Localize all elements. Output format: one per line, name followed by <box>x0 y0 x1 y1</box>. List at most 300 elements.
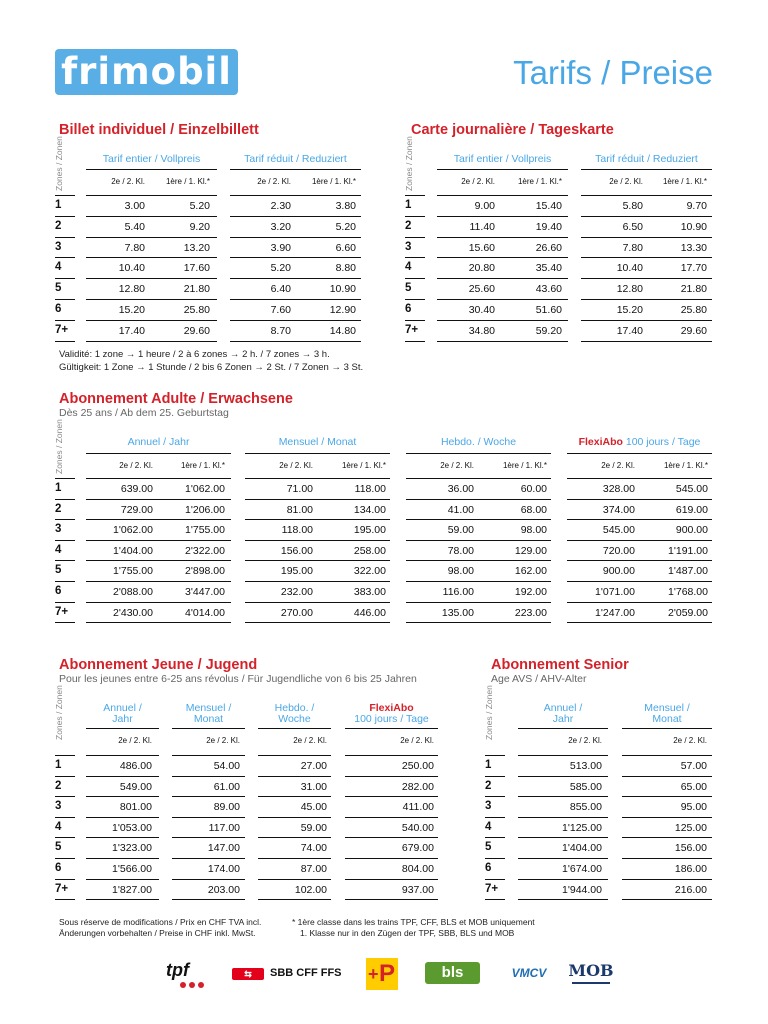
row-separator <box>86 278 217 279</box>
price-cell: 45.00 <box>300 801 327 814</box>
vmcv-logo-text: VMCV <box>511 966 547 980</box>
row-separator <box>86 817 159 818</box>
zones-axis-label: Zones / Zonen <box>54 136 64 191</box>
adult-weekly: Hebdo. / Woche <box>440 436 517 448</box>
row-separator <box>406 540 551 541</box>
price-cell: 21.80 <box>680 283 707 296</box>
day-reduced: Tarif réduit / Reduziert <box>595 153 698 165</box>
row-separator <box>345 858 438 859</box>
row-separator <box>258 899 331 900</box>
price-cell: 98.00 <box>520 524 547 537</box>
price-cell: 679.00 <box>401 842 434 855</box>
zone-separator <box>55 622 75 623</box>
adult-flexi-flexi: FlexiAbo <box>578 436 623 448</box>
price-cell: 232.00 <box>280 586 313 598</box>
sbb-logo <box>232 966 342 982</box>
row-separator <box>86 858 159 859</box>
day-full-rule <box>437 169 568 170</box>
youth-monthly-line-1: Mensuel / <box>185 702 232 714</box>
zone-separator <box>485 817 505 818</box>
row-separator <box>581 320 712 321</box>
price-cell: 6.40 <box>270 283 291 296</box>
row-separator <box>518 858 608 859</box>
price-cell: 5.40 <box>124 220 145 233</box>
zone-label: 4 <box>485 820 492 833</box>
row-separator <box>86 602 231 603</box>
adult-monthly-rule <box>245 453 390 454</box>
zone-label: 5 <box>485 841 492 854</box>
price-cell: 36.00 <box>447 483 474 495</box>
price-cell: 7.80 <box>622 241 643 254</box>
zones-axis-label: Zones / Zonen <box>404 136 414 191</box>
price-cell: 26.60 <box>535 241 562 254</box>
validity-note-de: Gültigkeit: 1 Zone → 1 Stunde / 2 bis 6 Zonen → 2 St. / 7 Zonen → 3 St. <box>59 362 364 373</box>
zone-label: 7+ <box>405 323 419 336</box>
page-title: Tarifs / Preise <box>513 54 713 91</box>
price-cell: 374.00 <box>602 503 635 516</box>
row-separator <box>230 195 361 196</box>
row-separator <box>581 257 712 258</box>
zone-separator <box>55 776 75 777</box>
row-separator <box>245 540 390 541</box>
row-separator <box>406 519 551 520</box>
zone-separator <box>55 899 75 900</box>
row-separator <box>345 899 438 900</box>
row-separator <box>258 776 331 777</box>
tpf-dots-icon <box>180 982 204 988</box>
senior-annual-rule <box>518 728 608 729</box>
zone-separator <box>55 581 75 582</box>
price-cell: 203.00 <box>207 883 240 896</box>
row-separator <box>172 796 245 797</box>
swiss-cross-icon: + <box>368 964 379 984</box>
row-separator <box>406 560 551 561</box>
price-cell: 78.00 <box>447 544 474 557</box>
zone-separator <box>405 216 425 217</box>
price-cell: 34.80 <box>468 324 495 337</box>
class2-header: 2e / 2. Kl. <box>119 461 153 470</box>
price-cell: 25.60 <box>468 283 495 296</box>
mob-underline <box>572 982 610 984</box>
class1-header: 1ère / 1. Kl.* <box>311 177 356 186</box>
price-cell: 81.00 <box>286 503 313 516</box>
zone-label: 7+ <box>485 882 499 895</box>
price-cell: 486.00 <box>119 760 152 772</box>
row-separator <box>622 858 712 859</box>
validity-note-fr: Validité: 1 zone → 1 heure / 2 à 6 zones → 2 h. / 7 zones → 3 h. <box>59 349 330 360</box>
price-cell: 729.00 <box>120 503 153 516</box>
row-separator <box>622 837 712 838</box>
row-separator <box>230 278 361 279</box>
price-cell: 25.80 <box>680 304 707 316</box>
zone-separator <box>405 320 425 321</box>
mob-logo-text: MOB <box>568 961 614 980</box>
bls-logo-text: bls <box>441 964 464 981</box>
price-cell: 223.00 <box>514 606 547 619</box>
price-cell: 1'404.00 <box>113 544 153 557</box>
youth-flexi-line-1: FlexiAbo <box>369 702 414 714</box>
price-cell: 25.80 <box>183 304 210 316</box>
zone-separator <box>55 216 75 217</box>
price-cell: 60.00 <box>520 483 547 495</box>
row-separator <box>406 499 551 500</box>
zone-label: 3 <box>485 800 492 813</box>
zone-label: 1 <box>55 759 62 771</box>
youth-sub-subtitle: Pour les jeunes entre 6-25 ans révolus / Für Jugendliche von 6 bis 25 Jahren <box>59 673 417 685</box>
zone-label: 4 <box>405 261 412 274</box>
zone-label: 3 <box>55 800 62 813</box>
adult-annual: Annuel / Jahr <box>127 436 190 448</box>
row-separator <box>230 299 361 300</box>
row-separator <box>567 560 712 561</box>
price-cell: 118.00 <box>281 524 313 537</box>
row-separator <box>86 540 231 541</box>
row-separator <box>437 278 568 279</box>
youth-annual-rule <box>86 728 159 729</box>
row-separator <box>258 755 331 756</box>
row-separator <box>86 257 217 258</box>
row-separator <box>230 320 361 321</box>
class1-header: 1ère / 1. Kl.* <box>341 461 386 470</box>
youth-monthly-rule <box>172 728 245 729</box>
price-cell: 89.00 <box>213 801 240 814</box>
row-separator <box>86 776 159 777</box>
single-reduced: Tarif réduit / Reduziert <box>244 153 347 165</box>
zone-separator <box>55 879 75 880</box>
row-separator <box>567 540 712 541</box>
price-cell: 68.00 <box>520 503 547 516</box>
row-separator <box>518 879 608 880</box>
price-cell: 937.00 <box>401 883 434 896</box>
zone-label: 4 <box>55 543 62 556</box>
price-cell: 619.00 <box>675 503 708 516</box>
zones-axis-label: Zones / Zonen <box>54 685 64 740</box>
row-separator <box>86 237 217 238</box>
adult-annual-rule <box>86 453 231 454</box>
zone-label: 6 <box>405 303 412 315</box>
tpf-logo-text: tpf <box>166 960 189 980</box>
price-cell: 135.00 <box>441 606 474 619</box>
row-separator <box>230 216 361 217</box>
price-cell: 14.80 <box>329 324 356 337</box>
zone-label: 7+ <box>55 323 69 336</box>
row-separator <box>86 879 159 880</box>
price-cell: 585.00 <box>569 780 602 793</box>
price-cell: 1'768.00 <box>668 586 708 598</box>
class2-header: 2e / 2. Kl. <box>568 736 602 745</box>
price-cell: 411.00 <box>402 801 434 814</box>
zone-label: 1 <box>485 759 492 771</box>
tpf-logo <box>166 960 206 988</box>
price-cell: 9.20 <box>189 220 210 233</box>
single-ticket-title: Billet individuel / Einzelbillett <box>59 122 259 138</box>
footer-class-note-de: 1. Klasse nur in den Zügen der TPF, SBB, BLS und MOB <box>300 928 515 938</box>
price-cell: 13.20 <box>183 241 210 254</box>
price-cell: 192.00 <box>514 586 547 598</box>
row-separator <box>258 817 331 818</box>
row-separator <box>518 776 608 777</box>
class1-header: 1ère / 1. Kl.* <box>165 177 210 186</box>
row-separator <box>86 216 217 217</box>
price-cell: 270.00 <box>280 606 313 619</box>
zone-label: 2 <box>485 779 492 792</box>
vmcv-logo <box>506 962 552 984</box>
price-cell: 125.00 <box>674 821 707 834</box>
row-separator <box>172 776 245 777</box>
price-cell: 5.20 <box>335 220 356 233</box>
price-cell: 10.40 <box>118 262 145 275</box>
price-cell: 27.00 <box>300 760 327 772</box>
row-separator <box>437 299 568 300</box>
price-cell: 13.30 <box>680 241 707 254</box>
single-full-rule <box>86 169 217 170</box>
row-separator <box>437 216 568 217</box>
price-cell: 545.00 <box>602 524 635 537</box>
zone-label: 6 <box>55 585 62 597</box>
row-separator <box>345 796 438 797</box>
zone-label: 5 <box>55 841 62 854</box>
price-cell: 11.40 <box>469 220 495 233</box>
day-full: Tarif entier / Vollpreis <box>453 153 552 165</box>
zone-label: 7+ <box>55 605 69 618</box>
mob-logo <box>568 960 614 986</box>
zone-separator <box>55 257 75 258</box>
price-cell: 328.00 <box>602 483 635 495</box>
single-reduced-rule <box>230 169 361 170</box>
row-separator <box>245 499 390 500</box>
row-separator <box>230 341 361 342</box>
price-cell: 12.80 <box>118 283 145 296</box>
senior-sub-subtitle: Age AVS / AHV-Alter <box>491 673 587 685</box>
class2-header: 2e / 2. Kl. <box>206 736 240 745</box>
row-separator <box>245 560 390 561</box>
price-cell: 1'755.00 <box>185 524 225 537</box>
youth-sub-title: Abonnement Jeune / Jugend <box>59 657 258 673</box>
senior-annual-line-1: Annuel / <box>543 702 583 714</box>
price-cell: 43.60 <box>535 283 562 296</box>
price-cell: 195.00 <box>353 524 386 537</box>
price-cell: 29.60 <box>680 324 707 337</box>
row-separator <box>258 837 331 838</box>
row-separator <box>258 879 331 880</box>
row-separator <box>86 478 231 479</box>
zone-separator <box>485 796 505 797</box>
price-cell: 21.80 <box>183 283 210 296</box>
price-cell: 1'404.00 <box>562 842 602 855</box>
zones-axis-label: Zones / Zonen <box>484 685 494 740</box>
row-separator <box>518 837 608 838</box>
zone-separator <box>485 858 505 859</box>
zone-separator <box>55 602 75 603</box>
zone-separator <box>55 320 75 321</box>
row-separator <box>86 837 159 838</box>
row-separator <box>567 499 712 500</box>
price-cell: 59.00 <box>300 821 327 834</box>
price-cell: 3.20 <box>270 220 291 233</box>
row-separator <box>86 622 231 623</box>
row-separator <box>86 195 217 196</box>
zone-label: 3 <box>55 523 62 536</box>
sbb-logo-text: SBB CFF FFS <box>270 967 342 979</box>
single-full: Tarif entier / Vollpreis <box>102 153 201 165</box>
row-separator <box>172 817 245 818</box>
row-separator <box>86 755 159 756</box>
day-reduced-rule <box>581 169 712 170</box>
row-separator <box>245 622 390 623</box>
row-separator <box>345 817 438 818</box>
row-separator <box>172 879 245 880</box>
price-cell: 540.00 <box>401 821 434 834</box>
zones-axis-label: Zones / Zonen <box>54 419 64 474</box>
row-separator <box>518 817 608 818</box>
class2-header: 2e / 2. Kl. <box>118 736 152 745</box>
zone-separator <box>485 755 505 756</box>
row-separator <box>622 817 712 818</box>
adult-sub-title: Abonnement Adulte / Erwachsene <box>59 391 293 407</box>
price-cell: 545.00 <box>675 483 708 495</box>
price-cell: 61.00 <box>213 780 240 793</box>
price-cell: 9.00 <box>474 200 495 212</box>
zone-separator <box>405 278 425 279</box>
zone-label: 1 <box>55 482 62 494</box>
row-separator <box>86 341 217 342</box>
class2-header: 2e / 2. Kl. <box>400 736 434 745</box>
price-cell: 54.00 <box>213 760 240 772</box>
zone-label: 6 <box>55 862 62 874</box>
row-separator <box>245 581 390 582</box>
class1-header: 1ère / 1. Kl.* <box>662 177 707 186</box>
row-separator <box>258 858 331 859</box>
row-separator <box>230 257 361 258</box>
row-separator <box>172 755 245 756</box>
price-cell: 1'191.00 <box>668 544 708 557</box>
zone-separator <box>55 755 75 756</box>
row-separator <box>518 755 608 756</box>
zone-separator <box>485 899 505 900</box>
row-separator <box>437 341 568 342</box>
price-cell: 116.00 <box>442 586 474 598</box>
row-separator <box>345 755 438 756</box>
row-separator <box>406 602 551 603</box>
class2-header: 2e / 2. Kl. <box>111 177 145 186</box>
price-cell: 17.40 <box>118 324 145 337</box>
price-cell: 59.20 <box>535 324 562 337</box>
zone-separator <box>55 299 75 300</box>
row-separator <box>518 899 608 900</box>
price-cell: 383.00 <box>353 586 386 598</box>
adult-flexi <box>567 436 712 448</box>
senior-sub-title: Abonnement Senior <box>491 657 629 673</box>
price-cell: 720.00 <box>602 544 635 557</box>
zone-label: 4 <box>55 261 62 274</box>
row-separator <box>622 755 712 756</box>
price-cell: 804.00 <box>401 863 434 875</box>
price-cell: 51.60 <box>535 304 562 316</box>
price-cell: 19.40 <box>535 220 562 233</box>
price-cell: 216.00 <box>674 883 707 896</box>
zone-separator <box>485 776 505 777</box>
row-separator <box>406 622 551 623</box>
zone-separator <box>55 858 75 859</box>
price-cell: 1'053.00 <box>112 821 152 834</box>
price-cell: 855.00 <box>569 801 602 814</box>
price-cell: 639.00 <box>120 483 153 495</box>
price-cell: 7.60 <box>270 304 291 316</box>
youth-weekly-line-2: Woche <box>278 713 311 725</box>
price-cell: 10.40 <box>616 262 643 275</box>
price-cell: 1'323.00 <box>112 842 152 855</box>
row-separator <box>518 796 608 797</box>
price-cell: 174.00 <box>207 863 240 875</box>
price-cell: 134.00 <box>353 503 386 516</box>
adult-flexi-days: 100 jours / Tage <box>622 436 701 448</box>
class1-header: 1ère / 1. Kl.* <box>517 177 562 186</box>
row-separator <box>581 195 712 196</box>
row-separator <box>581 299 712 300</box>
zone-label: 6 <box>55 303 62 315</box>
price-cell: 2'322.00 <box>185 544 225 557</box>
class2-header: 2e / 2. Kl. <box>601 461 635 470</box>
price-cell: 29.60 <box>183 324 210 337</box>
row-separator <box>245 602 390 603</box>
row-separator <box>345 776 438 777</box>
price-cell: 900.00 <box>675 524 708 537</box>
row-separator <box>437 320 568 321</box>
price-cell: 59.00 <box>447 524 474 537</box>
adult-monthly: Mensuel / Monat <box>278 436 357 448</box>
price-cell: 15.20 <box>616 304 643 316</box>
postauto-logo <box>366 958 398 990</box>
row-separator <box>567 478 712 479</box>
postauto-logo-text: P <box>379 960 396 987</box>
price-cell: 41.00 <box>447 503 474 516</box>
zone-label: 6 <box>485 862 492 874</box>
price-cell: 98.00 <box>447 565 474 578</box>
row-separator <box>406 478 551 479</box>
price-cell: 12.80 <box>616 283 643 296</box>
row-separator <box>86 320 217 321</box>
zone-label: 4 <box>55 820 62 833</box>
price-cell: 1'206.00 <box>185 503 225 516</box>
class1-header: 1ère / 1. Kl.* <box>180 461 225 470</box>
row-separator <box>245 478 390 479</box>
price-cell: 1'071.00 <box>595 586 635 598</box>
price-cell: 5.20 <box>189 200 210 212</box>
price-cell: 15.20 <box>118 304 145 316</box>
zone-label: 2 <box>55 502 62 515</box>
class2-header: 2e / 2. Kl. <box>673 736 707 745</box>
row-separator <box>567 602 712 603</box>
price-cell: 282.00 <box>401 780 434 793</box>
senior-annual-line-2: Jahr <box>552 713 574 725</box>
price-cell: 17.70 <box>680 262 707 275</box>
price-cell: 9.70 <box>686 200 707 212</box>
youth-weekly-line-1: Hebdo. / <box>274 702 315 714</box>
footer-note-de: Änderungen vorbehalten / Preise in CHF inkl. MwSt. <box>59 928 256 938</box>
sbb-arrows-icon: ⇆ <box>232 968 264 980</box>
price-cell: 65.00 <box>680 780 707 793</box>
class2-header: 2e / 2. Kl. <box>257 177 291 186</box>
zone-label: 3 <box>405 240 412 253</box>
zone-separator <box>55 341 75 342</box>
zone-label: 5 <box>55 282 62 295</box>
price-cell: 322.00 <box>353 565 386 578</box>
price-cell: 147.00 <box>207 842 240 855</box>
youth-monthly-line-2: Monat <box>193 713 224 725</box>
frimobil-logo: frimobil <box>55 49 238 95</box>
price-cell: 30.40 <box>468 304 495 316</box>
youth-annual-line-2: Jahr <box>112 713 133 725</box>
